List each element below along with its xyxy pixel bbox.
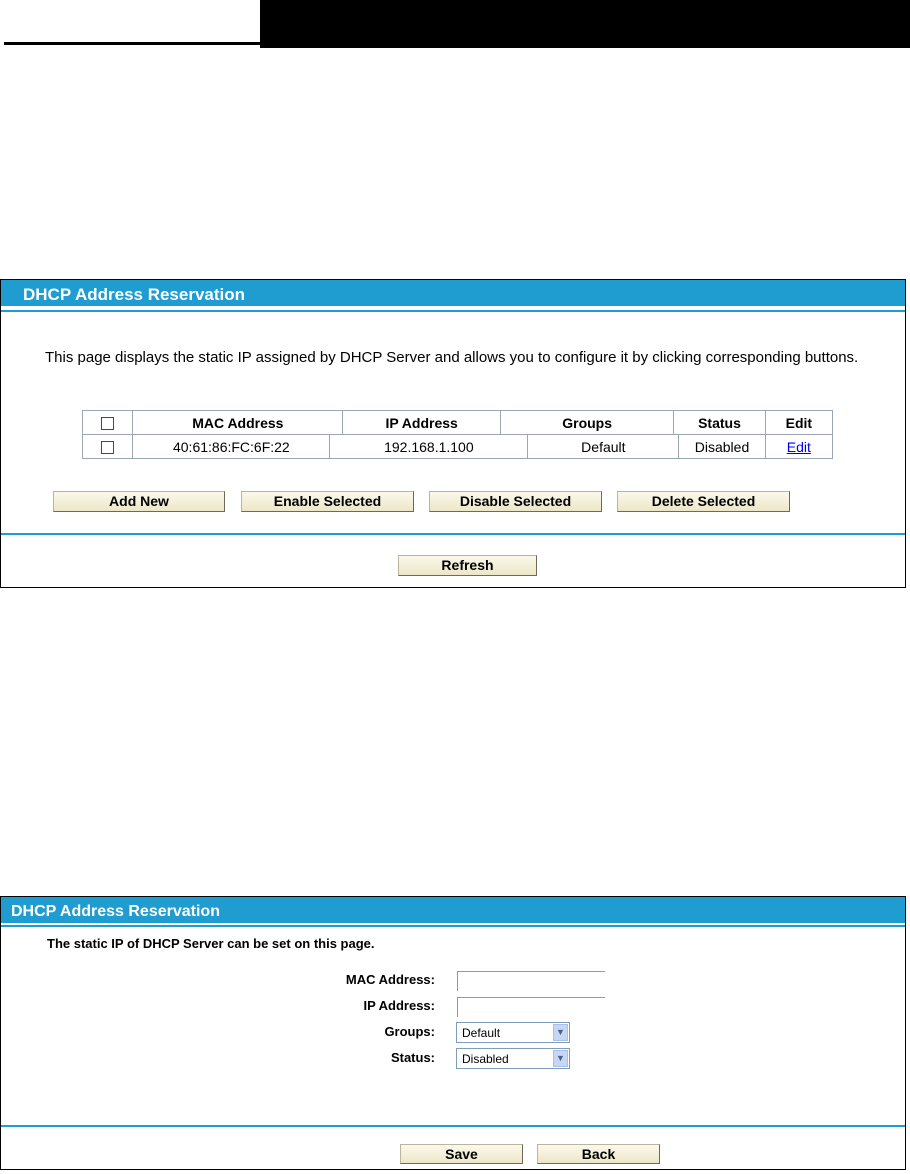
row-checkbox[interactable] [101, 441, 114, 454]
disable-selected-button[interactable]: Disable Selected [429, 491, 602, 512]
select-all-checkbox[interactable] [101, 417, 114, 430]
groups-selected-value: Default [462, 1026, 501, 1040]
header-underline [4, 42, 260, 45]
reservation-table [82, 410, 833, 459]
header-left-area [0, 0, 260, 48]
row-inner [133, 435, 764, 458]
refresh-button[interactable]: Refresh [398, 555, 537, 576]
ip-address-input[interactable] [457, 997, 605, 1017]
footer-rule [1, 533, 905, 535]
footer-rule [1, 1125, 905, 1127]
row-data-cell [133, 435, 765, 459]
table-row [83, 435, 833, 459]
select-all-cell [83, 411, 133, 435]
chevron-down-icon[interactable]: ▼ [553, 1050, 568, 1067]
reservation-list-panel [0, 279, 906, 588]
col-ip-address: IP Address [343, 411, 501, 435]
status-label: Status: [390, 1050, 435, 1065]
row-mac: 40:61:86:FC:6F:22 [133, 435, 330, 458]
status-select[interactable] [456, 1048, 570, 1069]
mac-address-input[interactable] [457, 971, 605, 991]
col-status: Status [674, 411, 765, 435]
ip-address-label: IP Address: [363, 998, 435, 1013]
edit-link[interactable]: Edit [786, 438, 811, 455]
save-button[interactable]: Save [400, 1144, 523, 1164]
col-groups: Groups [500, 411, 673, 435]
table-header-row [83, 411, 833, 435]
back-button[interactable]: Back [537, 1144, 660, 1164]
title-rule [1, 310, 905, 312]
col-mac-address: MAC Address [133, 411, 343, 435]
row-ip: 192.168.1.100 [330, 435, 528, 458]
row-edit-cell [765, 435, 832, 459]
reservation-form-panel [0, 896, 906, 1170]
chevron-down-icon[interactable]: ▼ [553, 1024, 568, 1041]
col-edit: Edit [765, 411, 832, 435]
mac-address-label: MAC Address: [345, 972, 435, 987]
panel-title: DHCP Address Reservation [1, 280, 905, 308]
row-select-cell [83, 435, 133, 459]
enable-selected-button[interactable]: Enable Selected [241, 491, 414, 512]
form-note: The static IP of DHCP Server can be set on this page. [47, 936, 375, 951]
add-new-button[interactable]: Add New [53, 491, 225, 512]
intro-text: This page displays the static IP assigned by DHCP Server and allows you to configure it by clicking corresponding buttons. [45, 349, 859, 366]
row-status: Disabled [694, 438, 750, 455]
header-black-bar [260, 0, 910, 48]
row-inner-table [133, 435, 764, 458]
status-selected-value: Disabled [462, 1052, 509, 1066]
panel-title: DHCP Address Reservation [1, 897, 905, 925]
title-rule [1, 925, 905, 927]
row-group: Default [528, 435, 679, 458]
groups-label: Groups: [384, 1024, 435, 1039]
delete-selected-button[interactable]: Delete Selected [617, 491, 790, 512]
groups-select[interactable] [456, 1022, 570, 1043]
